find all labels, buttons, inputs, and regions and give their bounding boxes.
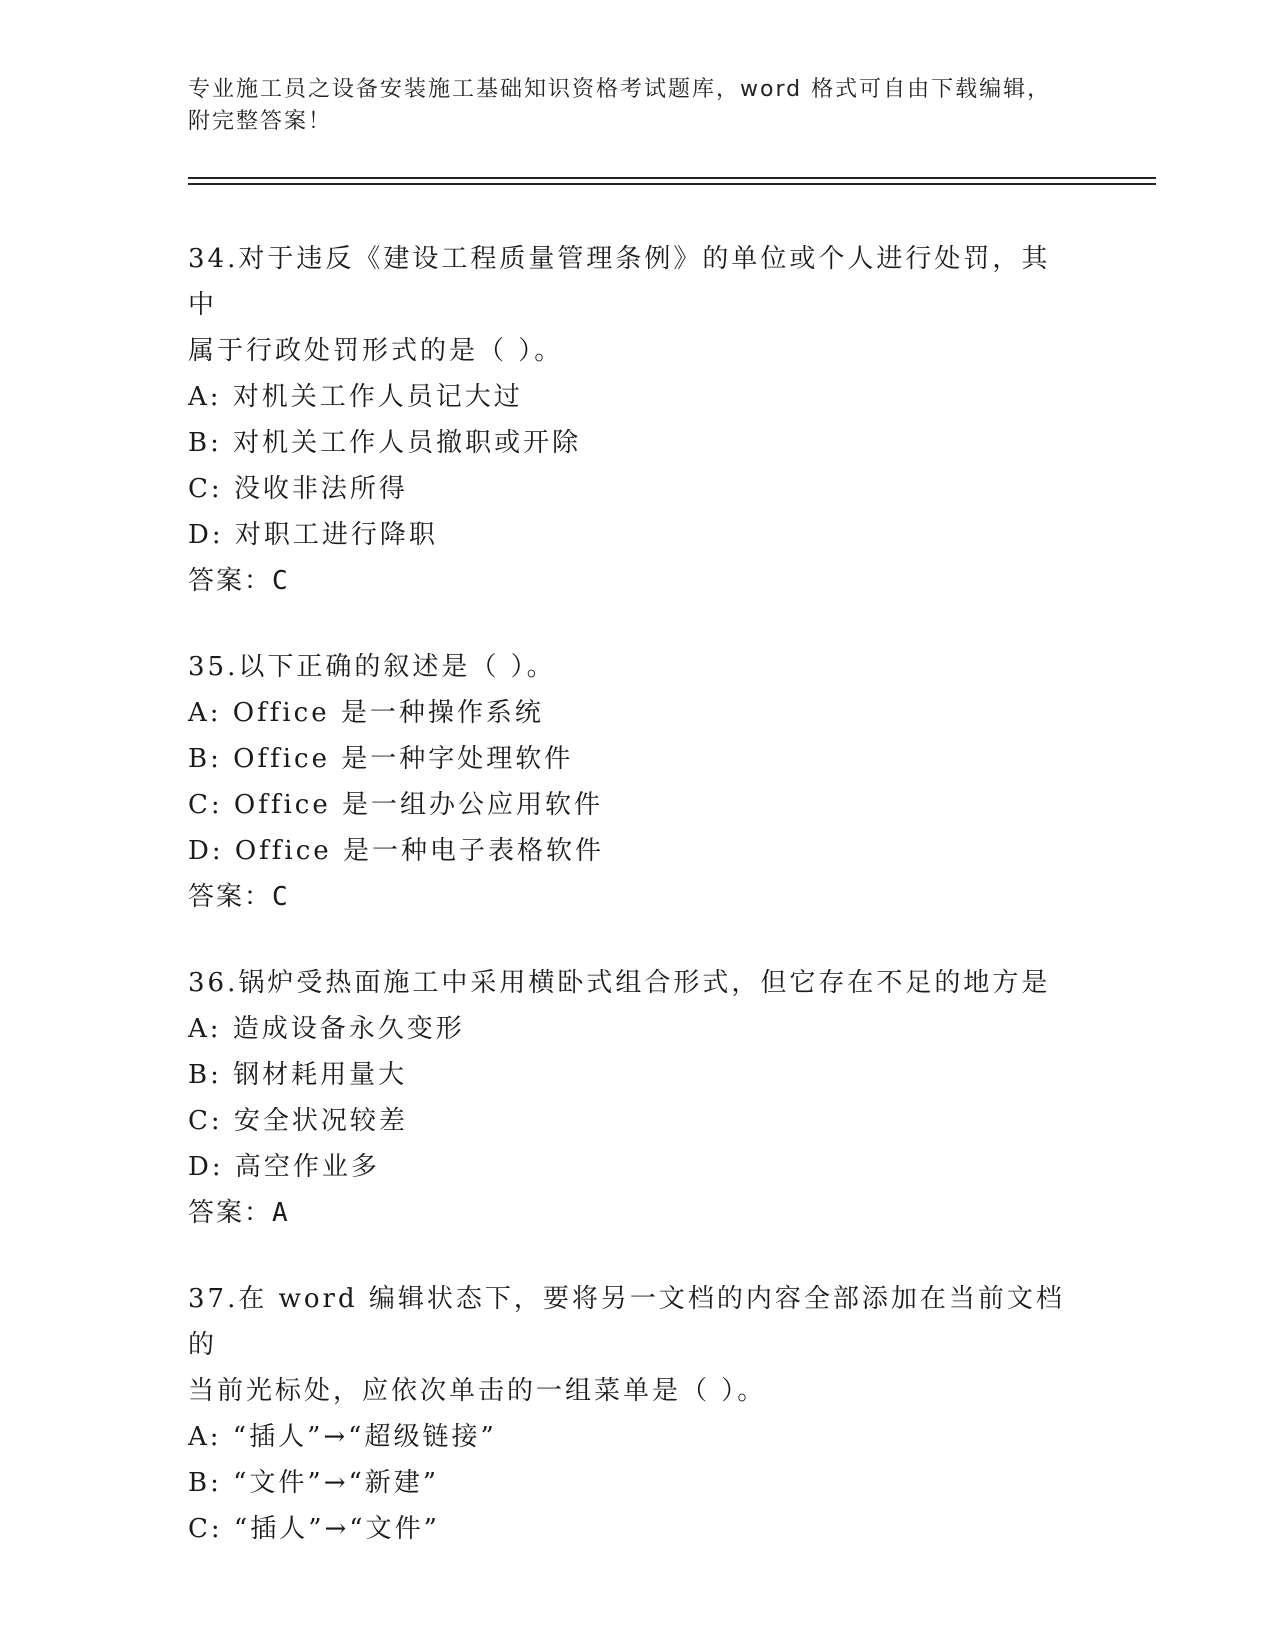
question-stem-line: 36.锅炉受热面施工中采用横卧式组合形式，但它存在不足的地方是 xyxy=(188,968,1051,998)
question-35 xyxy=(188,644,1088,920)
question-stem-line: 34.对于违反《建设工程质量管理条例》的单位或个人进行处罚，其中 xyxy=(188,244,1051,320)
answer-value: C xyxy=(272,566,290,596)
option-c: C: 没收非法所得 xyxy=(188,474,408,504)
option-d: D: Office 是一种电子表格软件 xyxy=(188,836,604,866)
header-divider-top xyxy=(188,177,1156,179)
question-37 xyxy=(188,1276,1088,1552)
answer-line xyxy=(188,874,1088,920)
question-36 xyxy=(188,960,1088,1236)
answer-label: 答案： xyxy=(188,1198,273,1228)
option-a: A: 造成设备永久变形 xyxy=(188,1014,465,1044)
answer-value: A xyxy=(272,1198,290,1228)
answer-line xyxy=(188,1190,1088,1236)
question-list xyxy=(188,236,1088,1592)
answer-line xyxy=(188,558,1088,604)
header-line-1: 专业施工员之设备安装施工基础知识资格考试题库，word 格式可自由下载编辑， xyxy=(188,77,1052,102)
option-b: B: 钢材耗用量大 xyxy=(188,1060,408,1090)
option-d: D: 对职工进行降职 xyxy=(188,520,438,550)
question-stem-line: 35.以下正确的叙述是（ ）。 xyxy=(188,652,556,682)
question-34 xyxy=(188,236,1088,604)
option-a: A: “插人”→“超级链接” xyxy=(188,1422,497,1452)
answer-label: 答案： xyxy=(188,882,273,912)
option-b: B: Office 是一种字处理软件 xyxy=(188,744,574,774)
option-a: A: Office 是一种操作系统 xyxy=(188,698,544,728)
question-stem-line: 当前光标处，应依次单击的一组菜单是（ ）。 xyxy=(188,1376,767,1406)
option-c: C: “插人”→“文件” xyxy=(188,1514,440,1544)
question-stem-line: 属于行政处罚形式的是（ ）。 xyxy=(188,336,564,366)
option-a: A: 对机关工作人员记大过 xyxy=(188,382,523,412)
header-line-2: 附完整答案！ xyxy=(188,109,333,134)
option-c: C: 安全状况较差 xyxy=(188,1106,408,1136)
document-header xyxy=(188,74,1078,138)
option-b: B: 对机关工作人员撤职或开除 xyxy=(188,428,582,458)
option-b: B: “文件”→“新建” xyxy=(188,1468,440,1498)
option-c: C: Office 是一组办公应用软件 xyxy=(188,790,604,820)
option-d: D: 高空作业多 xyxy=(188,1152,380,1182)
header-divider-bottom xyxy=(188,183,1156,185)
answer-value: C xyxy=(272,882,290,912)
answer-label: 答案： xyxy=(188,566,273,596)
question-stem-line: 37.在 word 编辑状态下，要将另一文档的内容全部添加在当前文档的 xyxy=(188,1284,1065,1360)
